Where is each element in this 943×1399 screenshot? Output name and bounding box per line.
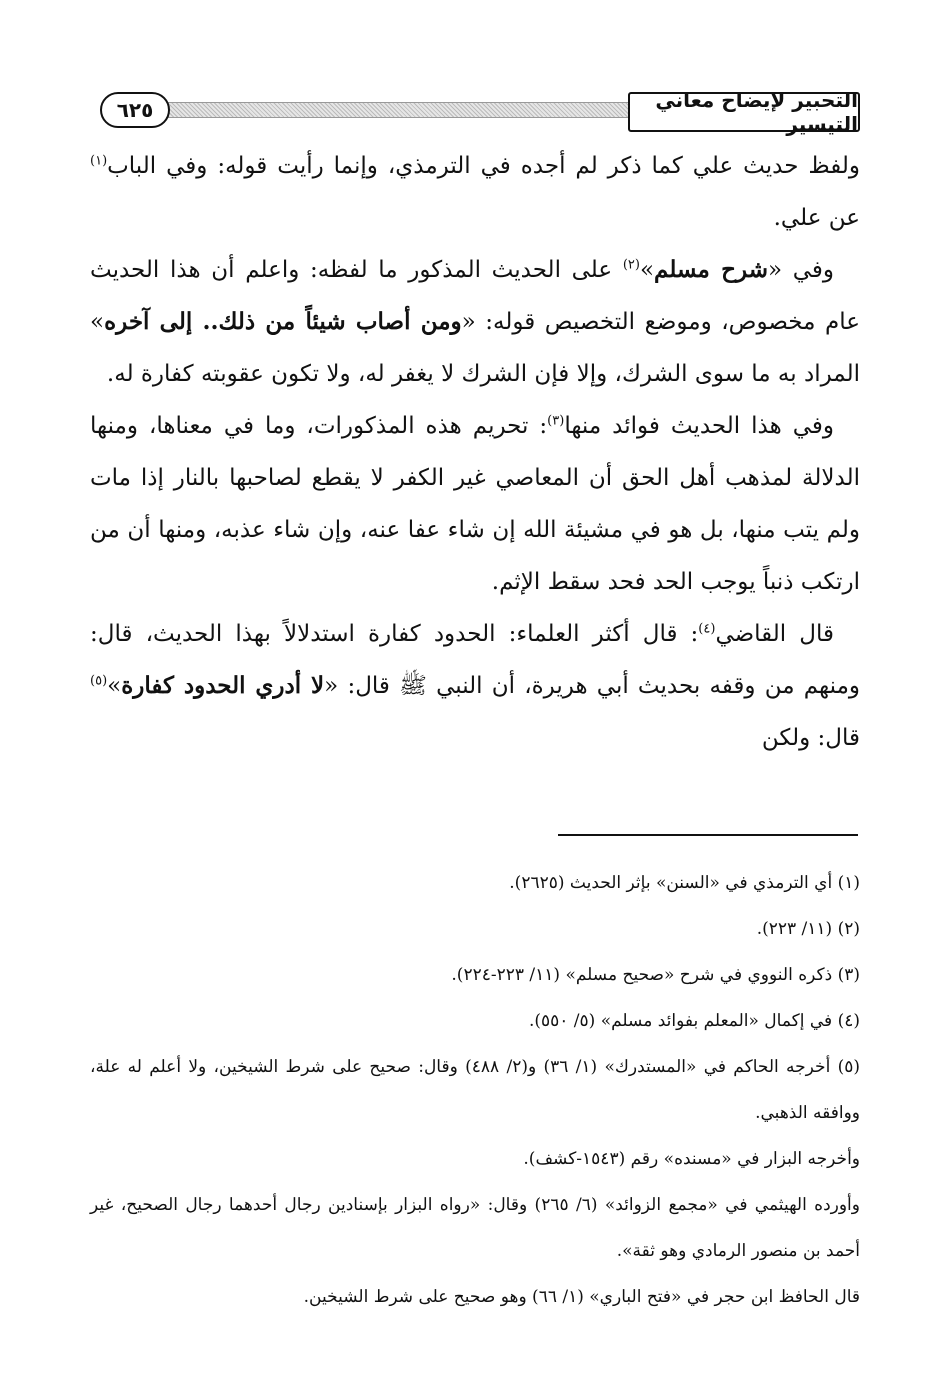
paragraph-4 [90, 608, 860, 764]
footnote-separator [558, 834, 858, 836]
paragraph-1 [90, 140, 860, 244]
text: قال: ولكن [761, 725, 860, 751]
footnote-5-continued: وأخرجه البزار في «مسنده» رقم (١٥٤٣-كشف). [523, 1149, 860, 1169]
text: : قال أكثر العلماء: الحدود كفارة استدلالاً بهذا الحديث، قال: ومنهم من وقفه بحديث أبي هريرة، أن النبي ﷺ قال: « [90, 621, 861, 699]
header-decorative-band [160, 102, 630, 118]
footnote-4: (٤) في إكمال «المعلم بفوائد مسلم» (٥/ ٥٥٠). [528, 1011, 860, 1031]
text: : تحريم هذه المذكورات، وما في معناها، ومنها الدلالة لمذهب أهل الحق أن المعاصي غير الكفر لا يقطع لصاحبها بالنار إذا مات ولم يتب منها، بل هو في مشيئة الله إن شاء عفا عنه، وإن شاء عذبه، ومنها أن من ارتكب ذنباً يوجب الحد فحد سقط الإثم. [90, 413, 860, 595]
footnote-ref-5: (٥) [90, 673, 108, 689]
text: ولفظ حديث علي كما ذكر لم أجده في الترمذي، وإنما رأيت قوله: وفي الباب [107, 153, 860, 179]
footnote-ref-4: (٤) [698, 621, 716, 637]
footnote-ref-2: (٢) [622, 257, 640, 273]
text: » [639, 257, 655, 283]
bold-text: ومن أصاب شيئاً من ذلك.. إلى آخره [104, 308, 462, 335]
text: قال القاضي [715, 621, 834, 647]
main-text [90, 140, 860, 764]
text: » المراد به ما سوى الشرك، وإلا فإن الشرك لا يغفر له، ولا تكون عقوبته كفارة له. [90, 309, 860, 387]
footnotes [90, 860, 860, 1320]
text: وفي هذا الحديث فوائد منها [564, 413, 834, 439]
text: عن علي. [773, 205, 860, 231]
footnote-ref-1: (١) [90, 153, 108, 169]
paragraph-3 [90, 400, 860, 608]
text: وفي « [767, 257, 834, 283]
footnote-ref-3: (٣) [547, 413, 565, 429]
footnote-1: (١) أي الترمذي في «السنن» بإثر الحديث (٢٦٢٥). [509, 873, 860, 893]
bold-text: لا أدري الحدود كفارة [121, 672, 325, 699]
text: » [107, 673, 122, 699]
paragraph-2 [90, 244, 860, 400]
footnote-2: (٢) (١١/ ٢٢٣). [756, 919, 860, 939]
text: على الحديث المذكور ما لفظه: واعلم أن هذا الحديث عام مخصوص، وموضع التخصيص قوله: « [90, 257, 860, 335]
book-title: التحبير لإيضاح معاني التيسير [628, 92, 860, 132]
page-header [100, 88, 860, 136]
footnote-3: (٣) ذكره النووي في شرح «صحيح مسلم» (١١/ ٢٢٣-٢٢٤). [451, 965, 860, 985]
footnote-5-continued: قال الحافظ ابن حجر في «فتح الباري» (١/ ٦٦) وهو صحيح على شرط الشيخين. [303, 1287, 860, 1307]
footnote-5-continued: وأورده الهيثمي في «مجمع الزوائد» (٦/ ٢٦٥) وقال: «رواه البزار بإسنادين رجال أحدهما رجال الصحيح، غير أحمد بن منصور الرمادي وهو ثقة». [90, 1195, 860, 1261]
bold-text: شرح مسلم [654, 256, 768, 283]
footnote-5: (٥) أخرجه الحاكم في «المستدرك» (١/ ٣٦) و(٢/ ٤٨٨) وقال: صحيح على شرط الشيخين، ولا أعلم له علة، ووافقه الذهبي. [90, 1057, 860, 1123]
page-number: ٦٢٥ [100, 92, 170, 128]
